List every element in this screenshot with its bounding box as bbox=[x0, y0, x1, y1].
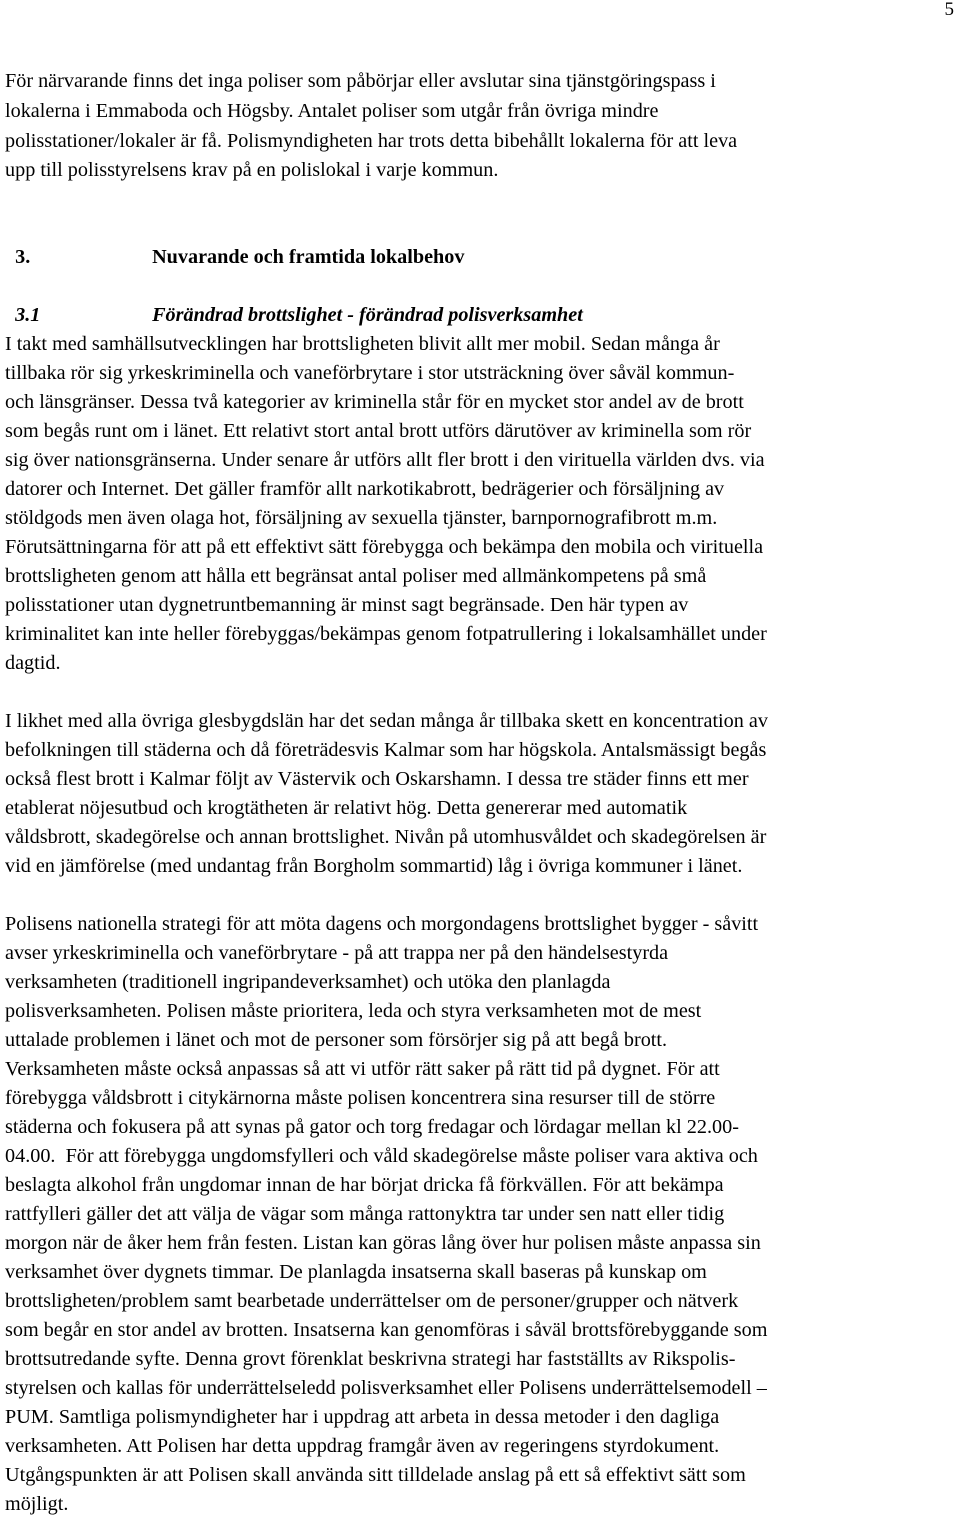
text-line: och länsgränser. Dessa två kategorier av kriminella står för en mycket stor andel av de brott bbox=[5, 391, 744, 413]
text-line: morgon när de åker hem från festen. Listan kan göras lång över hur polisen måste anpassa sin bbox=[5, 1232, 761, 1254]
text-line: brottsligheten/problem samt bearbetade underrättelser om de personer/grupper och nätverk bbox=[5, 1290, 739, 1312]
text-line: polisverksamheten. Polisen måste prioritera, leda och styra verksamheten mot de mest bbox=[5, 1000, 702, 1022]
text-line: kriminalitet kan inte heller förebyggas/bekämpas genom fotpatrullering i lokalsamhället under bbox=[5, 623, 767, 645]
text-line: brottsutredande syfte. Denna grovt förenklat beskrivna strategi har fastställts av Rikspolis- bbox=[5, 1348, 736, 1370]
text-line: tillbaka rör sig yrkeskriminella och vaneförbrytare i stor utsträckning över såväl kommun- bbox=[5, 362, 735, 384]
text-line: Polisens nationella strategi för att möta dagens och morgondagens brottslighet bygger - såvitt bbox=[5, 913, 759, 935]
section-heading-3 bbox=[5, 214, 464, 272]
text-line: som begår en stor andel av brotten. Insatserna kan genomföras i såväl brottsförebyggande som bbox=[5, 1319, 768, 1341]
text-line: städerna och fokusera på att synas på gator och torg fredagar och lördagar mellan kl 22.00- bbox=[5, 1116, 739, 1138]
text-line: brottsligheten genom att hålla ett begränsat antal poliser med allmänkompetens på små bbox=[5, 565, 707, 587]
page-number: 5 bbox=[944, 0, 954, 20]
text-line: rattfylleri gäller det att välja de vägar som många rattonyktra tar under sen natt eller tidig bbox=[5, 1203, 725, 1225]
text-line: beslagta alkohol från ungdomar innan de har börjat dricka få förkvällen. För att bekämpa bbox=[5, 1174, 724, 1196]
text-line: Verksamheten måste också anpassas så att vi utför rätt saker på rätt tid på dygnet. För att bbox=[5, 1058, 720, 1080]
text-line: dagtid. bbox=[5, 652, 61, 674]
heading-number: 3.1 bbox=[15, 304, 41, 326]
text-line: våldsbrott, skadegörelse och annan brottslighet. Nivån på utomhusvåldet och skadegörelsen är bbox=[5, 826, 767, 848]
text-line: datorer och Internet. Det gäller framför allt narkotikabrott, bedrägerier och försäljning av bbox=[5, 478, 725, 500]
text-line: 04.00. För att förebygga ungdomsfylleri och våld skadegörelse måste poliser vara aktiva och bbox=[5, 1145, 758, 1167]
text-line: sig över nationsgränserna. Under senare år utförs allt fler brott i den virituella världen dvs. via bbox=[5, 449, 765, 471]
text-line: PUM. Samtliga polismyndigheter har i uppdrag att arbeta in dessa metoder i den dagliga bbox=[5, 1406, 720, 1428]
text-line: I takt med samhällsutvecklingen har brottsligheten blivit allt mer mobil. Sedan många år bbox=[5, 333, 720, 355]
text-line: avser yrkeskriminella och vaneförbrytare - på att trappa ner på den händelsestyrda bbox=[5, 942, 669, 964]
text-line: etablerat nöjesutbud och krogtätheten är relativt hög. Detta genererar med automatik bbox=[5, 797, 688, 819]
text-line: För närvarande finns det inga poliser som påbörjar eller avslutar sina tjänstgöringspass i bbox=[5, 70, 716, 92]
text-line: polisstationer/lokaler är få. Polismyndigheten har trots detta bibehållt lokalerna för att leva bbox=[5, 130, 738, 152]
text-line: vid en jämförelse (med undantag från Borgholm sommartid) låg i övriga kommuner i länet. bbox=[5, 855, 743, 877]
heading-title: Nuvarande och framtida lokalbehov bbox=[152, 246, 465, 268]
text-line: upp till polisstyrelsens krav på en polislokal i varje kommun. bbox=[5, 159, 499, 181]
text-line: verksamhet över dygnets timmar. De planlagda insatserna skall baseras på kunskap om bbox=[5, 1261, 707, 1283]
text-line: Förutsättningarna för att på ett effektivt sätt förebygga och bekämpa den mobila och virituella bbox=[5, 536, 764, 558]
text-line: polisstationer utan dygnetruntbemanning är minst sagt begränsade. Den här typen av bbox=[5, 594, 689, 616]
text-line: befolkningen till städerna och då företrädesvis Kalmar som har högskola. Antalsmässigt begås bbox=[5, 739, 767, 761]
text-line: I likhet med alla övriga glesbygdslän har det sedan många år tillbaka skett en koncentration av bbox=[5, 710, 768, 732]
heading-title: Förändrad brottslighet - förändrad polisverksamhet bbox=[152, 304, 583, 326]
text-line: stöldgods men även olaga hot, försäljning av sexuella tjänster, barnpornografibrott m.m. bbox=[5, 507, 718, 529]
text-line: Utgångspunkten är att Polisen skall använda sitt tilldelade anslag på ett så effektivt sätt som bbox=[5, 1464, 746, 1486]
text-line: verksamheten. Att Polisen har detta uppdrag framgår även av regeringens styrdokument. bbox=[5, 1435, 720, 1457]
text-line: styrelsen och kallas för underrättelseledd polisverksamhet eller Polisens underrättelsemodell – bbox=[5, 1377, 767, 1399]
text-line: också flest brott i Kalmar följt av Västervik och Oskarshamn. I dessa tre städer finns ett mer bbox=[5, 768, 749, 790]
text-line: lokalerna i Emmaboda och Högsby. Antalet poliser som utgår från övriga mindre bbox=[5, 100, 659, 122]
text-line: verksamheten (traditionell ingripandeverksamhet) och utöka den planlagda bbox=[5, 971, 611, 993]
text-line: uttalade problemen i länet och mot de personer som försörjer sig på att begå brott. bbox=[5, 1029, 668, 1051]
text-line: möjligt. bbox=[5, 1493, 69, 1515]
text-line: förebygga våldsbrott i citykärnorna måste polisen koncentrera sina resurser till de större bbox=[5, 1087, 716, 1109]
heading-number: 3. bbox=[15, 246, 31, 268]
section-heading-3-1 bbox=[5, 272, 583, 330]
text-line: som begås runt om i länet. Ett relativt stort antal brott utförs därutöver av kriminella som rör bbox=[5, 420, 752, 442]
